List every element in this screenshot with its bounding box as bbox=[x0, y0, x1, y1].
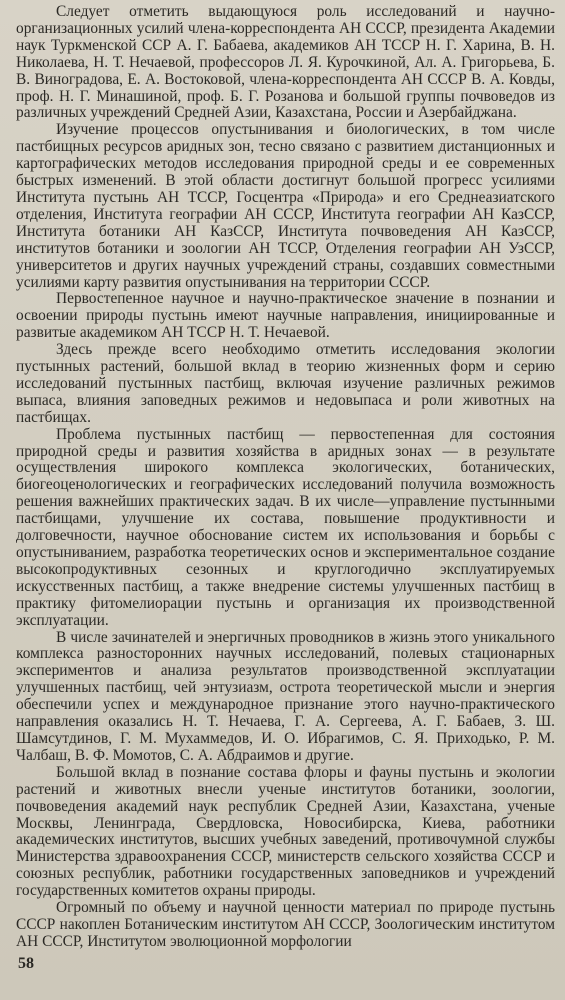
paragraph: Огромный по объему и научной ценности материал по природе пустынь СССР накоплен Ботаническим институтом АН СССР, Зоологическим институтом АН СССР, Институтом эволюционной морфологии bbox=[16, 899, 555, 950]
page-number: 58 bbox=[18, 955, 34, 972]
paragraph: Изучение процессов опустынивания и биологических, в том числе пастбищных ресурсов аридных зон, тесно связано с развитием дистанционных и картографических методов исследования природной среды и ее современных быстрых изменений. В этой области достигнут большой прогресс усилиями Института пустынь АН ТССР, Госцентра «Природа» и его Среднеазиатского отделения, Института географии АН СССР, Института географии АН КазССР, Института ботаники АН КазССР, Института почвоведения АН КазССР, институтов ботаники и зоологии АН ТССР, Отделения географии АН УзССР, университетов и других научных учреждений страны, создавших совместными усилиями карту развития опустынивания на территории СССР. bbox=[16, 121, 555, 291]
paragraph: Большой вклад в познание состава флоры и фауны пустынь и экологии растений и животных внесли ученые институтов ботаники, зоологии, почвоведения академий наук республик Средней Азии, Казахстана, ученые Москвы, Ленинграда, Свердловска, Новосибирска, Киева, работники академических институтов, высших учебных заведений, противочумной службы Министерства здравоохранения СССР, министерств сельского хозяйства СССР и союзных республик, работники государственных заповедников и учреждений государственных комитетов охраны природы. bbox=[16, 763, 555, 900]
paragraph: Здесь прежде всего необходимо отметить исследования экологии пустынных растений, большой вклад в теорию жизненных форм и серию исследований пустынных пастбищ, включая изучение различных режимов выпаса, влияния заповедных режимов и недовыпаса и роли животных на пастбищах. bbox=[16, 341, 555, 426]
paragraph: Проблема пустынных пастбищ — первостепенная для состояния природной среды и развития хозяйства в аридных зонах — в результате осуществления широкого комплекса экологических, ботанических, биогеоценологических и географических исследований получила возможность решения важнейших практических задач. В их числе—управление пустынными пастбищами, улучшение их состава, повышение продуктивности и долговечности, научное обоснование систем их использования и борьбы с опустыниванием, разработка теоретических основ и экспериментальное создание высокопродуктивных сезонных и круглогодично эксплуатируемых искусственных пастбищ, а также внедрение системы улучшенных пастбищ в практику фитомелиорации пустынь и организация их производственной эксплуатации. bbox=[16, 425, 555, 629]
paragraph: Следует отметить выдающуюся роль исследований и научно-организационных усилий члена-корреспондента АН СССР, президента Академии наук Туркменской ССР А. Г. Бабаева, академиков АН ТССР Н. Г. Харина, В. Н. Николаева, Н. Т. Нечаевой, профессоров Л. Я. Курочкиной, Ал. А. Григорьева, Б. В. Виноградова, Е. А. Востоковой, члена-корреспондента АН СССР В. А. Ковды, проф. Н. Г. Минашиной, проф. Б. Г. Розанова и большой группы почвоведов из различных учреждений Средней Азии, Казахстана, России и Азербайджана. bbox=[16, 3, 555, 122]
paragraph: В числе зачинателей и энергичных проводников в жизнь этого уникального комплекса разносторонних научных исследований, полевых стационарных экспериментов и анализа результатов производственной эксплуатации улучшенных пастбищ, чей энтузиазм, острота теоретической мысли и энергия обеспечили успех и международное признание этого научно-практического направления оказались Н. Т. Нечаева, Г. А. Сергеева, А. Г. Бабаев, З. Ш. Шамсутдинов, Г. М. Мухаммедов, И. О. Ибрагимов, С. Я. Приходько, Р. М. Чалбаш, В. Ф. Момотов, С. А. Абдраимов и другие. bbox=[16, 628, 555, 764]
page-text bbox=[16, 4, 555, 951]
paragraph: Первостепенное научное и научно-практическое значение в познании и освоении природы пустынь имеют научные направления, инициированные и развитые академиком АН ТССР Н. Т. Нечаевой. bbox=[16, 290, 555, 342]
